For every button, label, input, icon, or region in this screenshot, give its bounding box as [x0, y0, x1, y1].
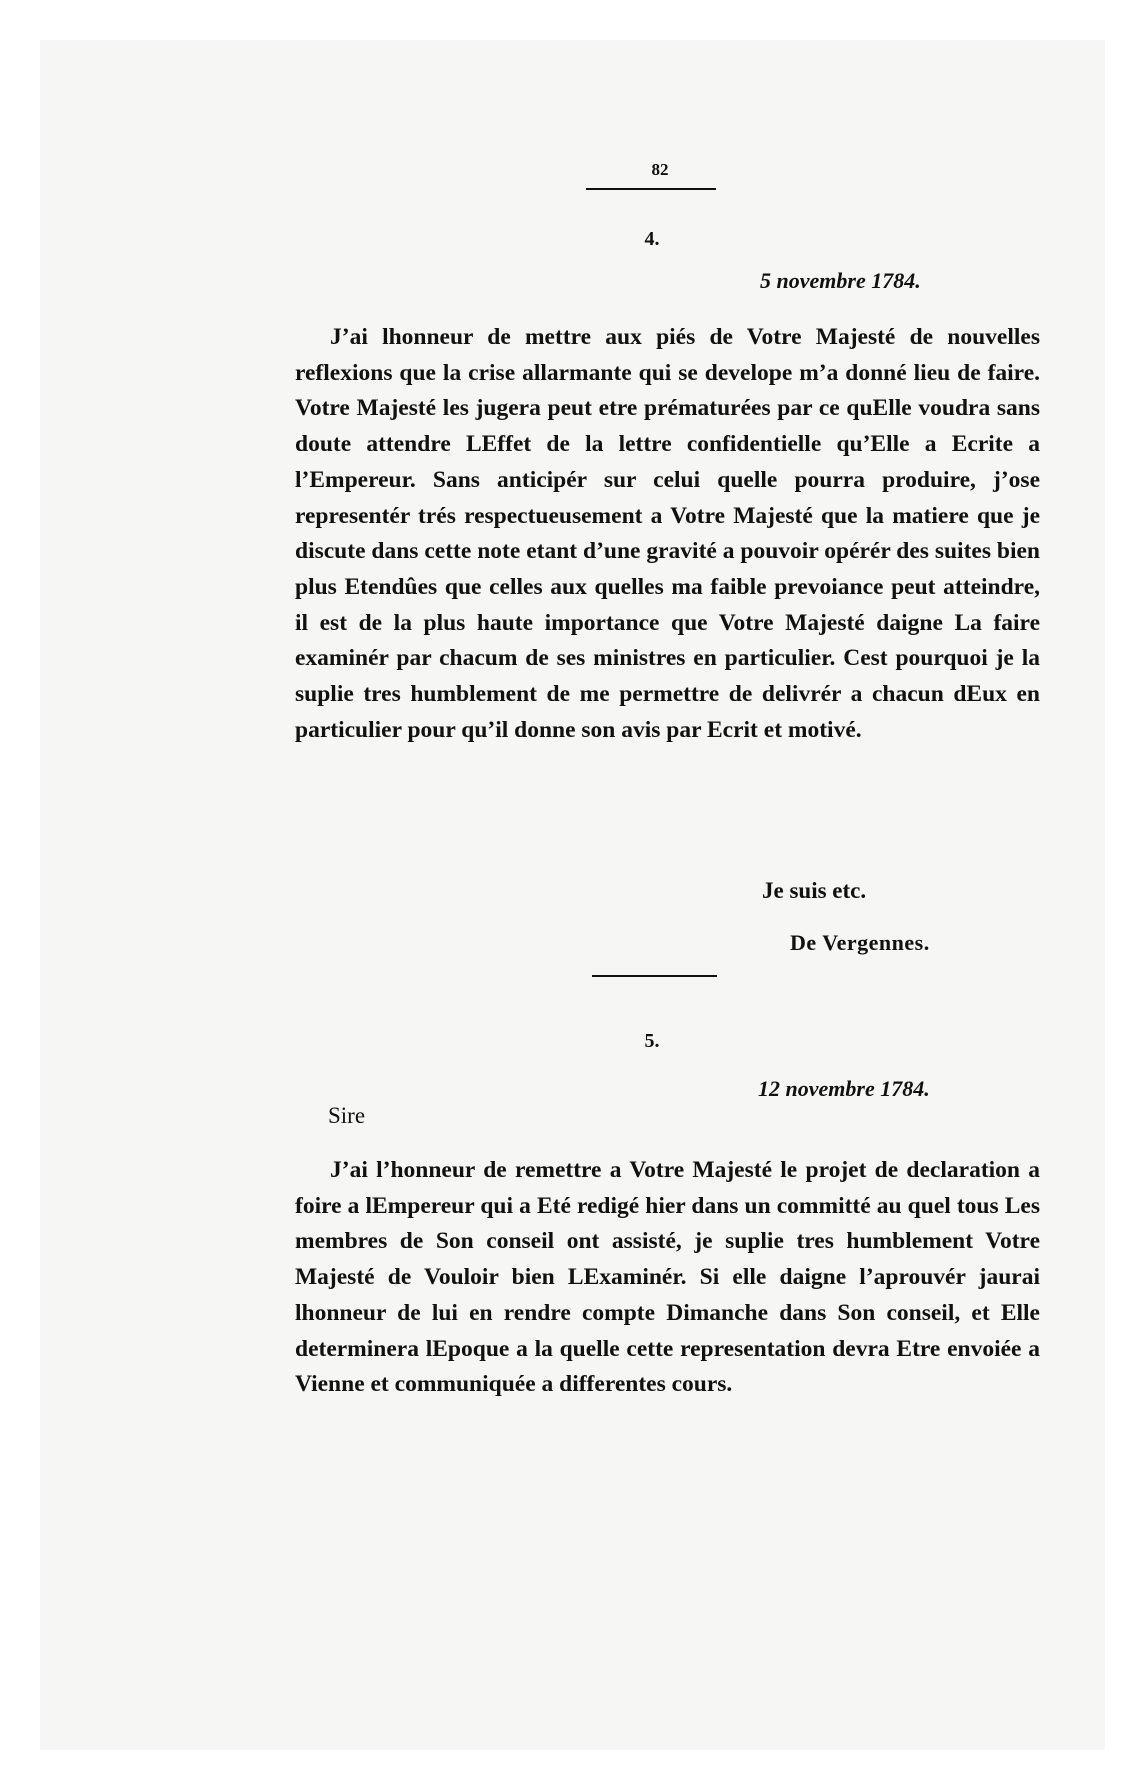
- letter-date: 5 novembre 1784.: [760, 268, 921, 293]
- letter-date: 12 novembre 1784.: [758, 1076, 930, 1101]
- letter-number: 4.: [644, 228, 660, 250]
- letter-closing: Je suis etc.: [762, 878, 867, 903]
- letter-body: J’ai l’honneur de remettre a Votre Majesté le projet de declaration a foire a lEmpereur qui a Eté redigé hier dans un committé au quel tous Les membres de Son conseil ont assisté, je suplie tres humblement Votre Majesté de Vouloir bien LExaminér. Si elle daigne l’aprouvér jaurai lhonneur de lui en rendre compte Dimanche dans Son conseil, et Elle determinera lEpoque a la quelle cette representation devra Etre envoiée a Vienne et communiquée a differentes cours.: [295, 1157, 1040, 1398]
- page-sheet: [40, 40, 1105, 1750]
- letter-signature: De Vergennes.: [790, 930, 930, 955]
- letter-number: 5.: [644, 1030, 660, 1052]
- page-number: 82: [651, 160, 669, 179]
- letter-salutation: Sire: [328, 1103, 366, 1128]
- section-divider: [592, 975, 717, 977]
- header-rule: [586, 188, 716, 190]
- letter-body: J’ai lhonneur de mettre aux piés de Votre Majesté de nouvelles reflexions que la crise allarmante qui se develope m’a donné lieu de faire. Votre Majesté les jugera peut etre prématurées par ce quElle voudra sans doute attendre LEffet de la lettre confidentielle qu’Elle a Ecrite a l’Empereur. Sans anticipér sur celui quelle pourra produire, j’ose representér trés respectueusement a Votre Majesté que la matiere que je discute dans cette note etant d’une gravité a pouvoir opérér des suites bien plus Etendûes que celles aux quelles ma faible prevoiance peut atteindre, il est de la plus haute importance que Votre Majesté daigne La faire examinér par chacum de ses ministres en particulier. Cest pourquoi je la suplie tres humblement de me permettre de delivrér a chacun dEux en particulier pour qu’il donne son avis par Ecrit et motivé.: [295, 324, 1040, 743]
